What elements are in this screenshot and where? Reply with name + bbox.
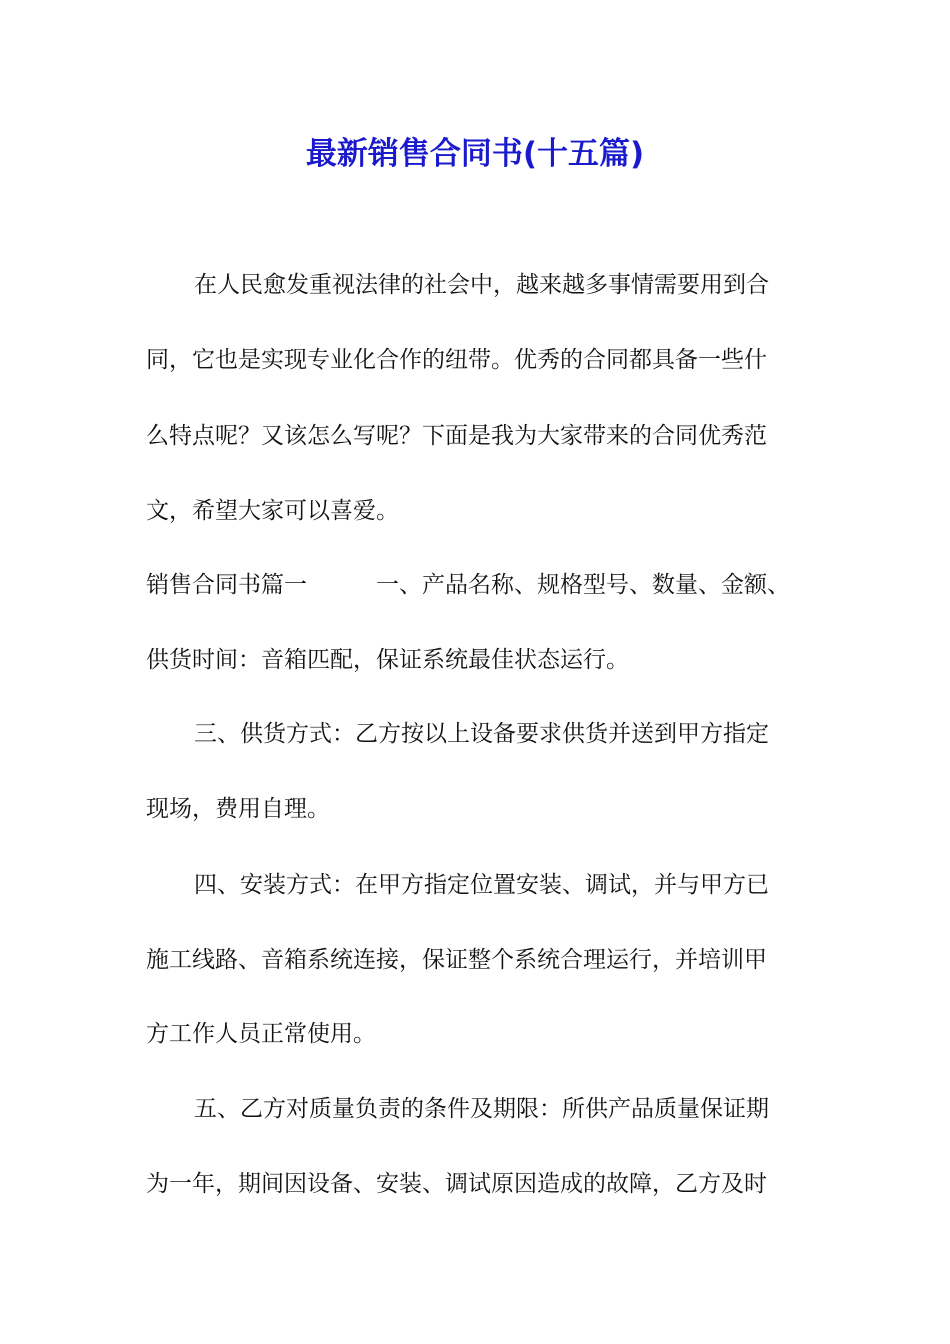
section-heading-line: 销售合同书篇一 一、产品名称、规格型号、数量、金额、 xyxy=(146,572,790,598)
paragraph-line: 方工作人员正常使用。 xyxy=(146,1021,376,1047)
paragraph-line: 四、安装方式：在甲方指定位置安装、调试，并与甲方已 xyxy=(194,872,769,898)
paragraph-line: 为一年，期间因设备、安装、调试原因造成的故障，乙方及时 xyxy=(146,1171,767,1197)
paragraph-line: 文，希望大家可以喜爱。 xyxy=(146,498,399,524)
paragraph-line: 现场，费用自理。 xyxy=(146,796,330,822)
paragraph-line: 三、供货方式：乙方按以上设备要求供货并送到甲方指定 xyxy=(194,721,769,747)
document-title: 最新销售合同书(十五篇) xyxy=(305,136,645,172)
paragraph-line: 施工线路、音箱系统连接，保证整个系统合理运行，并培训甲 xyxy=(146,947,767,973)
paragraph-line: 么特点呢？又该怎么写呢？下面是我为大家带来的合同优秀范 xyxy=(146,423,767,449)
paragraph-line: 在人民愈发重视法律的社会中，越来越多事情需要用到合 xyxy=(194,272,769,298)
paragraph-line: 五、乙方对质量负责的条件及期限：所供产品质量保证期 xyxy=(194,1096,769,1122)
paragraph-line: 同，它也是实现专业化合作的纽带。优秀的合同都具备一些什 xyxy=(146,347,767,373)
paragraph-line: 供货时间：音箱匹配，保证系统最佳状态运行。 xyxy=(146,647,629,673)
